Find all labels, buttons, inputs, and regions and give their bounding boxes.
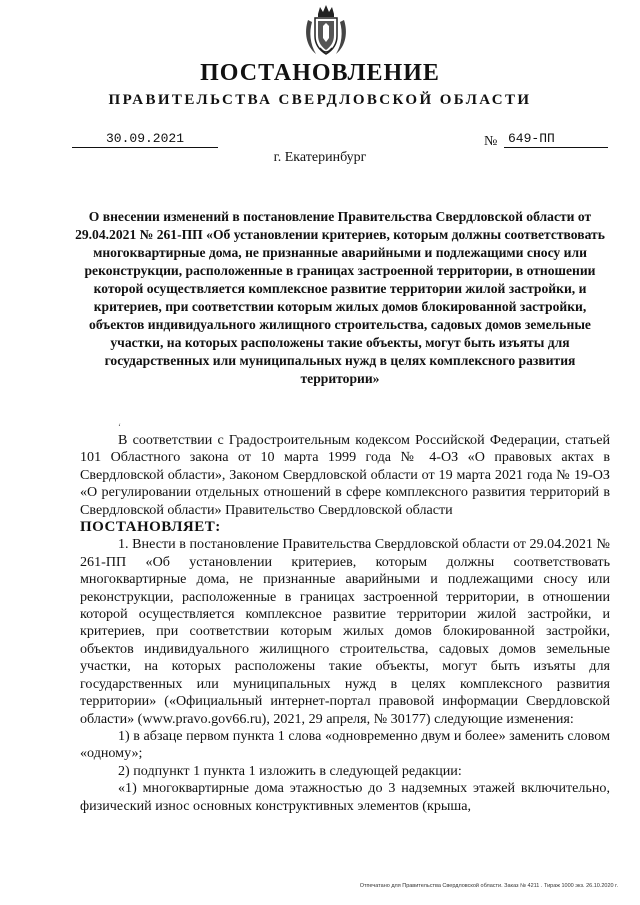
document-date: 30.09.2021 bbox=[72, 131, 218, 148]
paragraph: 1) в абзаце первом пункта 1 слова «одновременно двум и более» заменить словом «одному»; bbox=[80, 727, 610, 762]
decree-word: ПОСТАНОВЛЯЕТ: bbox=[80, 519, 221, 536]
print-footer: Отпечатано для Правительства Свердловской области. Заказ № 4211 . Тираж 1000 экз. 26.10.2020 г. bbox=[359, 883, 618, 889]
paragraph: 1. Внести в постановление Правительства Свердловской области от 29.04.2021 № 261-ПП «Об установлении критериев, которым должны соответствовать многоквартирные дома, не признанные аварийными и подлежащими сносу или реконструкции, расположенные в границах застроенной территории, в отношении которой осуществляется комплексное развитие территории жилой застройки, и критериев, при соответствии которым жилых домов блокированной застройки, объектов индивидуального жилищного строительства, садовых домов земельные участки, на которых расположены такие объекты, могут быть изъяты для государственных или муниципальных нужд в целях комплексного развития территории» («Официальный интернет-портал правовой информации Свердловской области» (www.pravo.gov66.ru), 2021, 29 апреля, № 30177) следующие изменения: bbox=[80, 536, 610, 727]
document-heading: О внесении изменений в постановление Правительства Свердловской области от 29.04.2021 № 261-ПП «Об установлении критериев, которым должны соответствовать многоквартирные дома, не признанные аварийными и подлежащими сносу или реконструкции, расположенные в границах застроенной территории, в отношении которой осуществляется комплексное развитие территории жилой застройки, и критериев, при соответствии которым жилых домов блокированной застройки, объектов индивидуального жилищного строительства, садовых домов земельные участки, на которых расположены такие объекты, могут быть изъяты для государственных или муниципальных нужд в целях комплексного развития территории» bbox=[75, 209, 605, 386]
document-body bbox=[80, 432, 610, 815]
document-number: 649-ПП bbox=[504, 131, 608, 148]
preamble: В соответствии с Градостроительным кодексом Российской Федерации, статьей 101 Областного закона от 10 марта 1999 года № 4-ОЗ «О правовых актах в Свердловской области», Законом Свердловской области от 19 марта 2021 года № 19-ОЗ «О регулировании отдельных отношений в сфере комплексного развития территорий в Свердловской области» Правительство Свердловской области bbox=[80, 432, 610, 518]
number-label: № bbox=[484, 134, 498, 149]
paragraph: «1) многоквартирные дома этажностью до 3 надземных этажей включительно, физический износ основных конструктивных элементов (крыша, bbox=[80, 780, 610, 814]
paragraph: 2) подпункт 1 пункта 1 изложить в следующей редакции: bbox=[118, 762, 462, 779]
margin-mark: ‘ bbox=[118, 422, 121, 432]
page-subtitle: ПРАВИТЕЛЬСТВА СВЕРДЛОВСКОЙ ОБЛАСТИ bbox=[108, 92, 532, 108]
page-title: ПОСТАНОВЛЕНИЕ bbox=[200, 60, 440, 86]
coat-of-arms-icon bbox=[302, 4, 350, 58]
city: г. Екатеринбург bbox=[273, 150, 367, 165]
